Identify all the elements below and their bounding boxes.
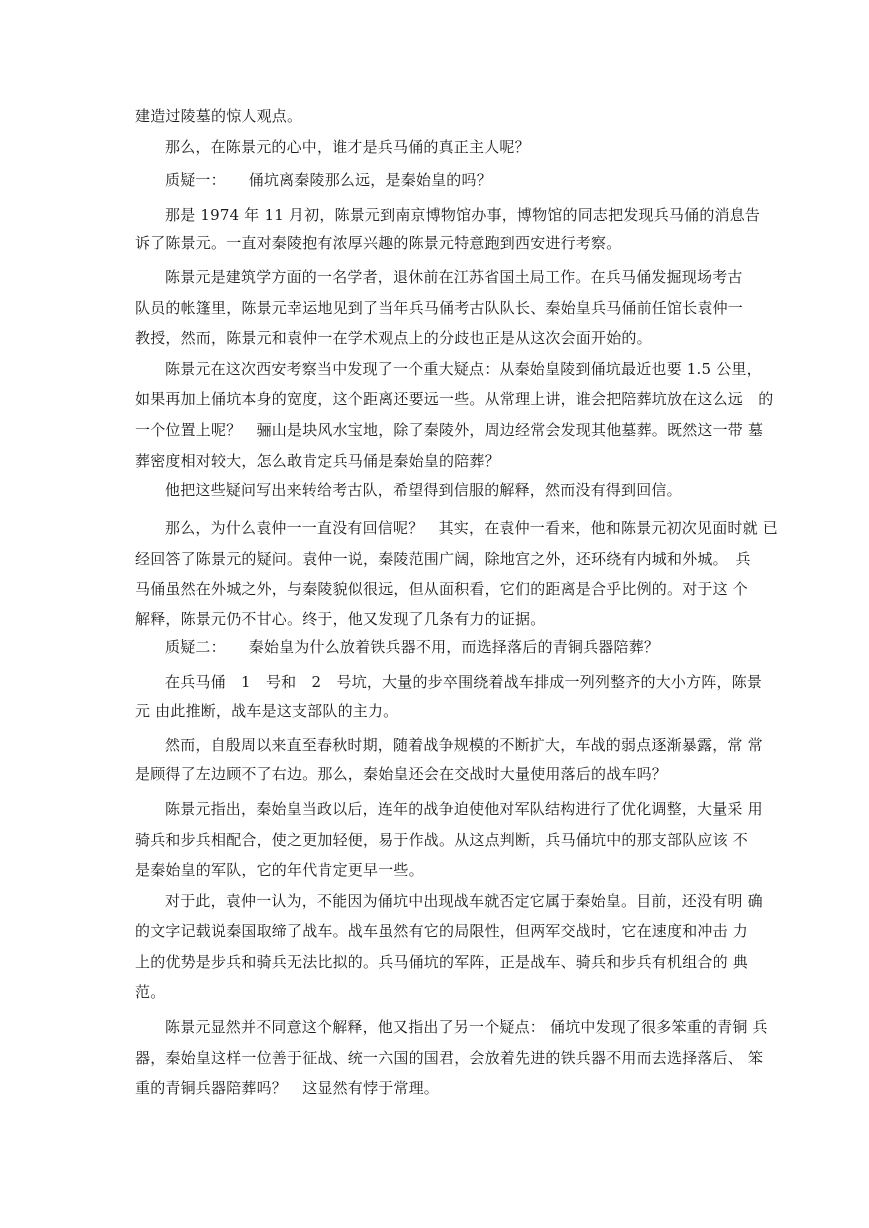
text-line: 那么，为什么袁仲一一直没有回信呢？ 其实，在袁仲一看来，他和陈景元初次见面时就 已 [165, 519, 778, 537]
text-line: 陈景元在这次西安考察当中发现了一个重大疑点：从秦始皇陵到俑坑最近也要 1.5 公里， [165, 360, 762, 378]
text-line: 然而，自殷周以来直至春秋时期，随着战争规模的不断扩大，车战的弱点逐渐暴露，常 常 [165, 736, 763, 754]
text-line: 教授，然而，陈景元和袁仲一在学术观点上的分歧也正是从这次会面开始的。 [135, 329, 652, 347]
text-line: 重的青铜兵器陪葬吗？ 这显然有悖于常理。 [135, 1079, 440, 1097]
text-line: 质疑一： 俑坑离秦陵那么远，是秦始皇的吗？ [165, 171, 492, 189]
text-line: 是顾得了左边顾不了右边。那么，秦始皇还会在交战时大量使用落后的战车吗？ [135, 765, 668, 783]
text-line: 陈景元指出，秦始皇当政以后，连年的战争迫使他对军队结构进行了优化调整，大量采 用 [165, 800, 763, 818]
text-line: 葬密度相对较大，怎么敢肯定兵马俑是秦始皇的陪葬？ [135, 452, 500, 470]
text-line: 范。 [135, 983, 166, 1001]
text-line: 他把这些疑问写出来转给考古队，希望得到信服的解释，然而没有得到回信。 [165, 481, 682, 499]
text-line: 的文字记载说秦国取缔了战车。战车虽然有它的局限性，但两军交战时，它在速度和冲击 力 [135, 922, 748, 940]
text-line: 经回答了陈景元的疑问。袁仲一说，秦陵范围广阔，除地宫之外，还环绕有内城和外城。 兵 [135, 550, 751, 568]
text-line: 器，秦始皇这样一位善于征战、统一六国的国君，会放着先进的铁兵器不用而去选择落后、 笨 [135, 1049, 764, 1067]
text-line: 如果再加上俑坑本身的宽度，这个距离还要远一些。从常理上讲，谁会把陪葬坑放在这么远 的 [135, 390, 774, 408]
text-line: 队员的帐篷里，陈景元幸运地见到了当年兵马俑考古队队长、秦始皇兵马俑前任馆长袁仲一 [135, 299, 744, 317]
text-line: 那么，在陈景元的心中，谁才是兵马俑的真正主人呢？ [165, 138, 530, 156]
text-line: 马俑虽然在外城之外，与秦陵貌似很远，但从面积看，它们的距离是合乎比例的。对于这 个 [135, 580, 748, 598]
text-line: 骑兵和步兵相配合，使之更加轻便，易于作战。从这点判断，兵马俑坑中的那支部队应该 不 [135, 831, 748, 849]
text-line: 陈景元是建筑学方面的一名学者，退休前在江苏省国土局工作。在兵马俑发掘现场考古 [165, 268, 743, 286]
text-line: 陈景元显然并不同意这个解释，他又指出了另一个疑点： 俑坑中发现了很多笨重的青铜 兵 [165, 1018, 768, 1036]
text-line: 对于此，袁仲一认为，不能因为俑坑中出现战车就否定它属于秦始皇。目前，还没有明 确 [165, 892, 763, 910]
text-line: 一个位置上呢？ 骊山是块风水宝地，除了秦陵外，周边经常会发现其他墓葬。既然这一带 墓 [135, 421, 764, 439]
text-line: 在兵马俑 1 号和 2 号坑，大量的步卒围绕着战车排成一列列整齐的大小方阵，陈景 [165, 673, 763, 691]
text-line: 上的优势是步兵和骑兵无法比拟的。兵马俑坑的军阵，正是战车、骑兵和步兵有机组合的 典 [135, 953, 748, 971]
text-line: 质疑二： 秦始皇为什么放着铁兵器不用，而选择落后的青铜兵器陪葬？ [165, 638, 660, 656]
text-line: 诉了陈景元。一直对秦陵抱有浓厚兴趣的陈景元特意跑到西安进行考察。 [135, 234, 622, 252]
text-line: 元 由此推断，战车是这支部队的主力。 [135, 702, 399, 720]
text-line: 解释，陈景元仍不甘心。终于，他又发现了几条有力的证据。 [135, 610, 546, 628]
text-line: 建造过陵墓的惊人观点。 [135, 107, 303, 125]
text-line: 是秦始皇的军队，它的年代肯定更早一些。 [135, 861, 424, 879]
text-line: 那是 1974 年 11 月初，陈景元到南京博物馆办事，博物馆的同志把发现兵马俑的消息告 [165, 206, 761, 224]
